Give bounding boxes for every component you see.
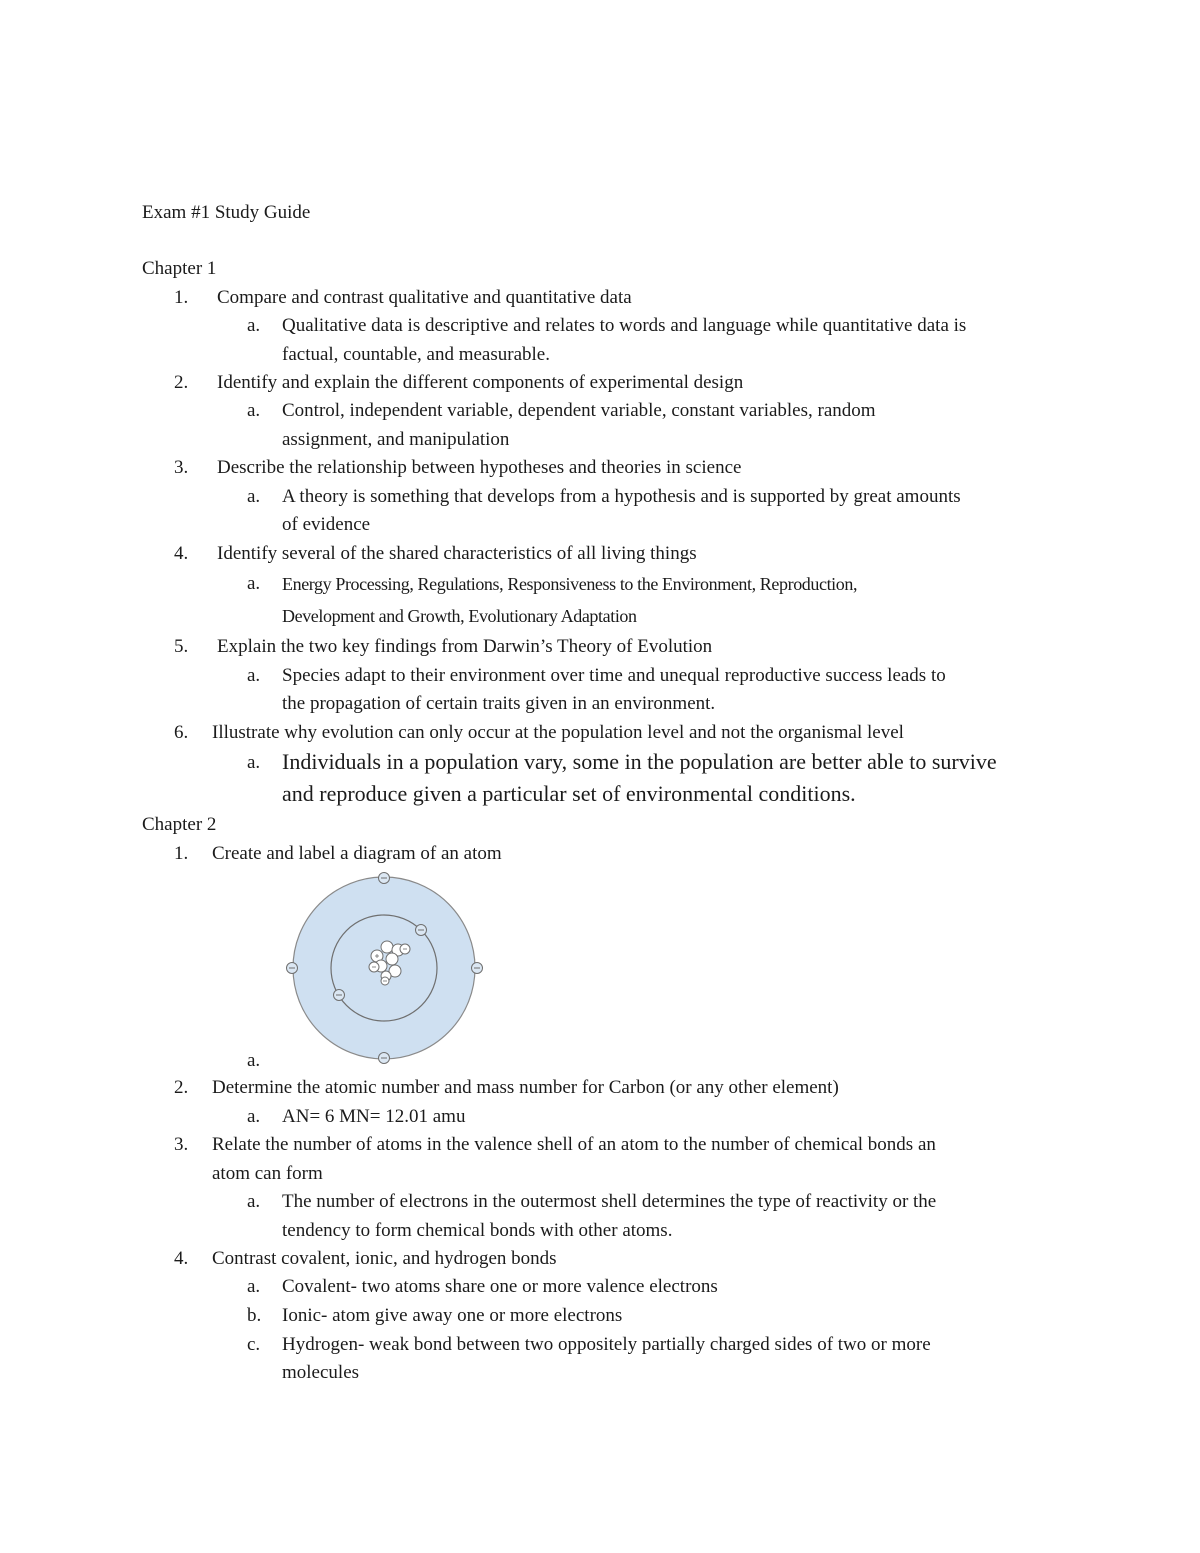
ch1-item-1-number: 1. — [174, 287, 189, 308]
ch2-item-2-answer-letter: a. — [247, 1106, 261, 1127]
ch2-item-4-answer-c-line-1: Hydrogen- weak bond between two oppositely partially charged sides of two or more — [282, 1334, 931, 1355]
ch2-item-2-answer-line-1: AN= 6 MN= 12.01 amu — [282, 1106, 466, 1127]
ch1-item-5-answer-line-1: Species adapt to their environment over time and unequal reproductive success leads to — [282, 665, 946, 686]
ch2-item-1-answer-letter: a. — [247, 1050, 261, 1071]
ch1-item-4-number: 4. — [174, 543, 189, 564]
ch2-item-3-answer-line-1: The number of electrons in the outermost shell determines the type of reactivity or the — [282, 1191, 937, 1212]
ch2-item-3-question-line-2: atom can form — [212, 1163, 323, 1184]
ch1-item-1-answer-line-1: Qualitative data is descriptive and relates to words and language while quantitative data is — [282, 315, 967, 336]
ch1-item-2-number: 2. — [174, 372, 189, 393]
ch1-item-3-answer-letter: a. — [247, 486, 261, 507]
ch1-item-3-question: Describe the relationship between hypotheses and theories in science — [217, 457, 742, 478]
atom-diagram-icon — [282, 868, 490, 1068]
ch2-item-1-number: 1. — [174, 843, 189, 864]
ch1-item-6-question: Illustrate why evolution can only occur at the population level and not the organismal level — [212, 722, 904, 743]
ch1-item-4-answer-line-1: Energy Processing, Regulations, Responsiveness to the Environment, Reproduction, — [282, 574, 858, 594]
ch2-item-4-answer-a-letter: a. — [247, 1276, 261, 1297]
ch1-item-6-answer-line-2: and reproduce given a particular set of environmental conditions. — [282, 781, 856, 806]
ch1-item-2-answer-letter: a. — [247, 400, 261, 421]
ch2-item-2-number: 2. — [174, 1077, 189, 1098]
ch1-item-1-answer-line-2: factual, countable, and measurable. — [282, 344, 550, 365]
ch1-item-5-question: Explain the two key findings from Darwin’s Theory of Evolution — [217, 636, 713, 657]
ch2-item-4-question: Contrast covalent, ionic, and hydrogen bonds — [212, 1248, 557, 1269]
ch1-item-1-answer-letter: a. — [247, 315, 261, 336]
ch2-item-4-answer-a: Covalent- two atoms share one or more valence electrons — [282, 1276, 718, 1297]
ch1-item-6-number: 6. — [174, 722, 189, 743]
ch2-item-4-answer-b: Ionic- atom give away one or more electrons — [282, 1305, 623, 1326]
ch2-item-3-answer-line-2: tendency to form chemical bonds with other atoms. — [282, 1220, 673, 1241]
ch1-item-2-question: Identify and explain the different components of experimental design — [217, 372, 744, 393]
document-title: Exam #1 Study Guide — [142, 202, 311, 223]
ch1-item-4-answer-line-2: Development and Growth, Evolutionary Adaptation — [282, 606, 637, 626]
ch1-item-1-question: Compare and contrast qualitative and quantitative data — [217, 287, 632, 308]
ch1-item-5-number: 5. — [174, 636, 189, 657]
ch1-item-5-answer-letter: a. — [247, 665, 261, 686]
ch1-item-3-number: 3. — [174, 457, 189, 478]
ch1-item-2-answer-line-1: Control, independent variable, dependent variable, constant variables, random — [282, 400, 876, 421]
ch1-item-5-answer-line-2: the propagation of certain traits given in an environment. — [282, 693, 716, 714]
ch2-item-3-answer-letter: a. — [247, 1191, 261, 1212]
ch1-item-3-answer-line-2: of evidence — [282, 514, 371, 535]
ch1-item-6-answer-letter: a. — [247, 752, 261, 773]
chapter-2-heading: Chapter 2 — [142, 814, 217, 835]
ch1-item-4-question: Identify several of the shared characteristics of all living things — [217, 543, 697, 564]
ch2-item-4-answer-c-letter: c. — [247, 1334, 261, 1355]
ch1-item-4-answer-letter: a. — [247, 573, 261, 594]
ch2-item-4-answer-b-letter: b. — [247, 1305, 262, 1326]
ch2-item-4-answer-c-line-2: molecules — [282, 1362, 360, 1383]
ch1-item-6-answer-line-1: Individuals in a population vary, some in the population are better able to survive — [282, 749, 997, 774]
ch1-item-3-answer-line-1: A theory is something that develops from a hypothesis and is supported by great amounts — [282, 486, 961, 507]
ch2-item-4-number: 4. — [174, 1248, 189, 1269]
chapter-1-heading: Chapter 1 — [142, 258, 217, 279]
ch2-item-3-question-line-1: Relate the number of atoms in the valence shell of an atom to the number of chemical bonds an — [212, 1134, 936, 1155]
ch2-item-3-number: 3. — [174, 1134, 189, 1155]
ch1-item-2-answer-line-2: assignment, and manipulation — [282, 429, 510, 450]
ch2-item-1-question: Create and label a diagram of an atom — [212, 843, 502, 864]
ch2-item-2-question: Determine the atomic number and mass number for Carbon (or any other element) — [212, 1077, 839, 1098]
